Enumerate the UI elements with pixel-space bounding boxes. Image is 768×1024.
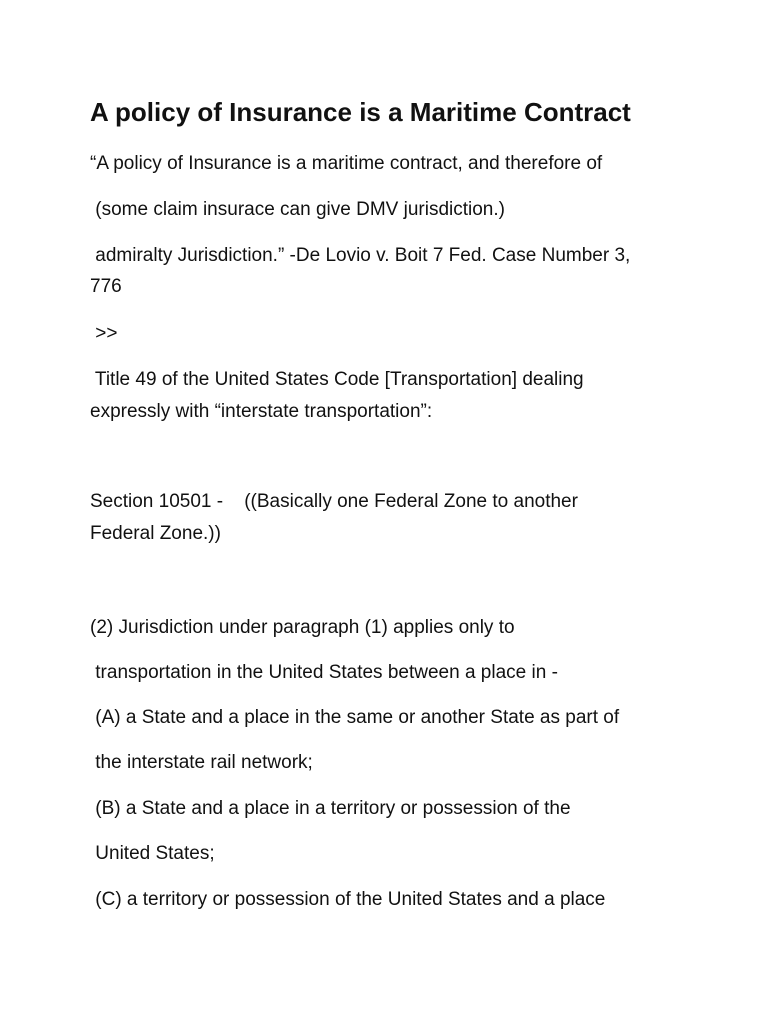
body-line-item-c: (C) a territory or possession of the United States and a place (90, 889, 606, 910)
document-title: A policy of Insurance is a Maritime Contract (90, 97, 631, 127)
body-line-arrows: >> (90, 323, 118, 344)
body-line-quote-start: “A policy of Insurance is a maritime contract, and therefore of (90, 153, 603, 174)
body-line-section-10501: Section 10501 - ((Basically one Federal Zone to another (90, 491, 578, 512)
body-line-rail-network: the interstate rail network; (90, 752, 313, 773)
body-line-admiralty: admiralty Jurisdiction.” -De Lovio v. Boit 7 Fed. Case Number 3, (90, 245, 631, 266)
body-line-interstate: expressly with “interstate transportation”: (90, 401, 433, 422)
body-line-united-states: United States; (90, 843, 215, 864)
body-line-federal-zone: Federal Zone.)) (90, 523, 221, 544)
body-line-dmv-note: (some claim insurace can give DMV jurisdiction.) (90, 199, 505, 220)
body-line-case-number: 776 (90, 276, 122, 297)
body-line-transportation: transportation in the United States between a place in - (90, 662, 558, 683)
body-line-title-49: Title 49 of the United States Code [Transportation] dealing (90, 369, 584, 390)
body-line-item-a: (A) a State and a place in the same or another State as part of (90, 707, 620, 728)
body-line-paragraph-2: (2) Jurisdiction under paragraph (1) applies only to (90, 617, 515, 638)
body-line-item-b: (B) a State and a place in a territory or possession of the (90, 798, 571, 819)
